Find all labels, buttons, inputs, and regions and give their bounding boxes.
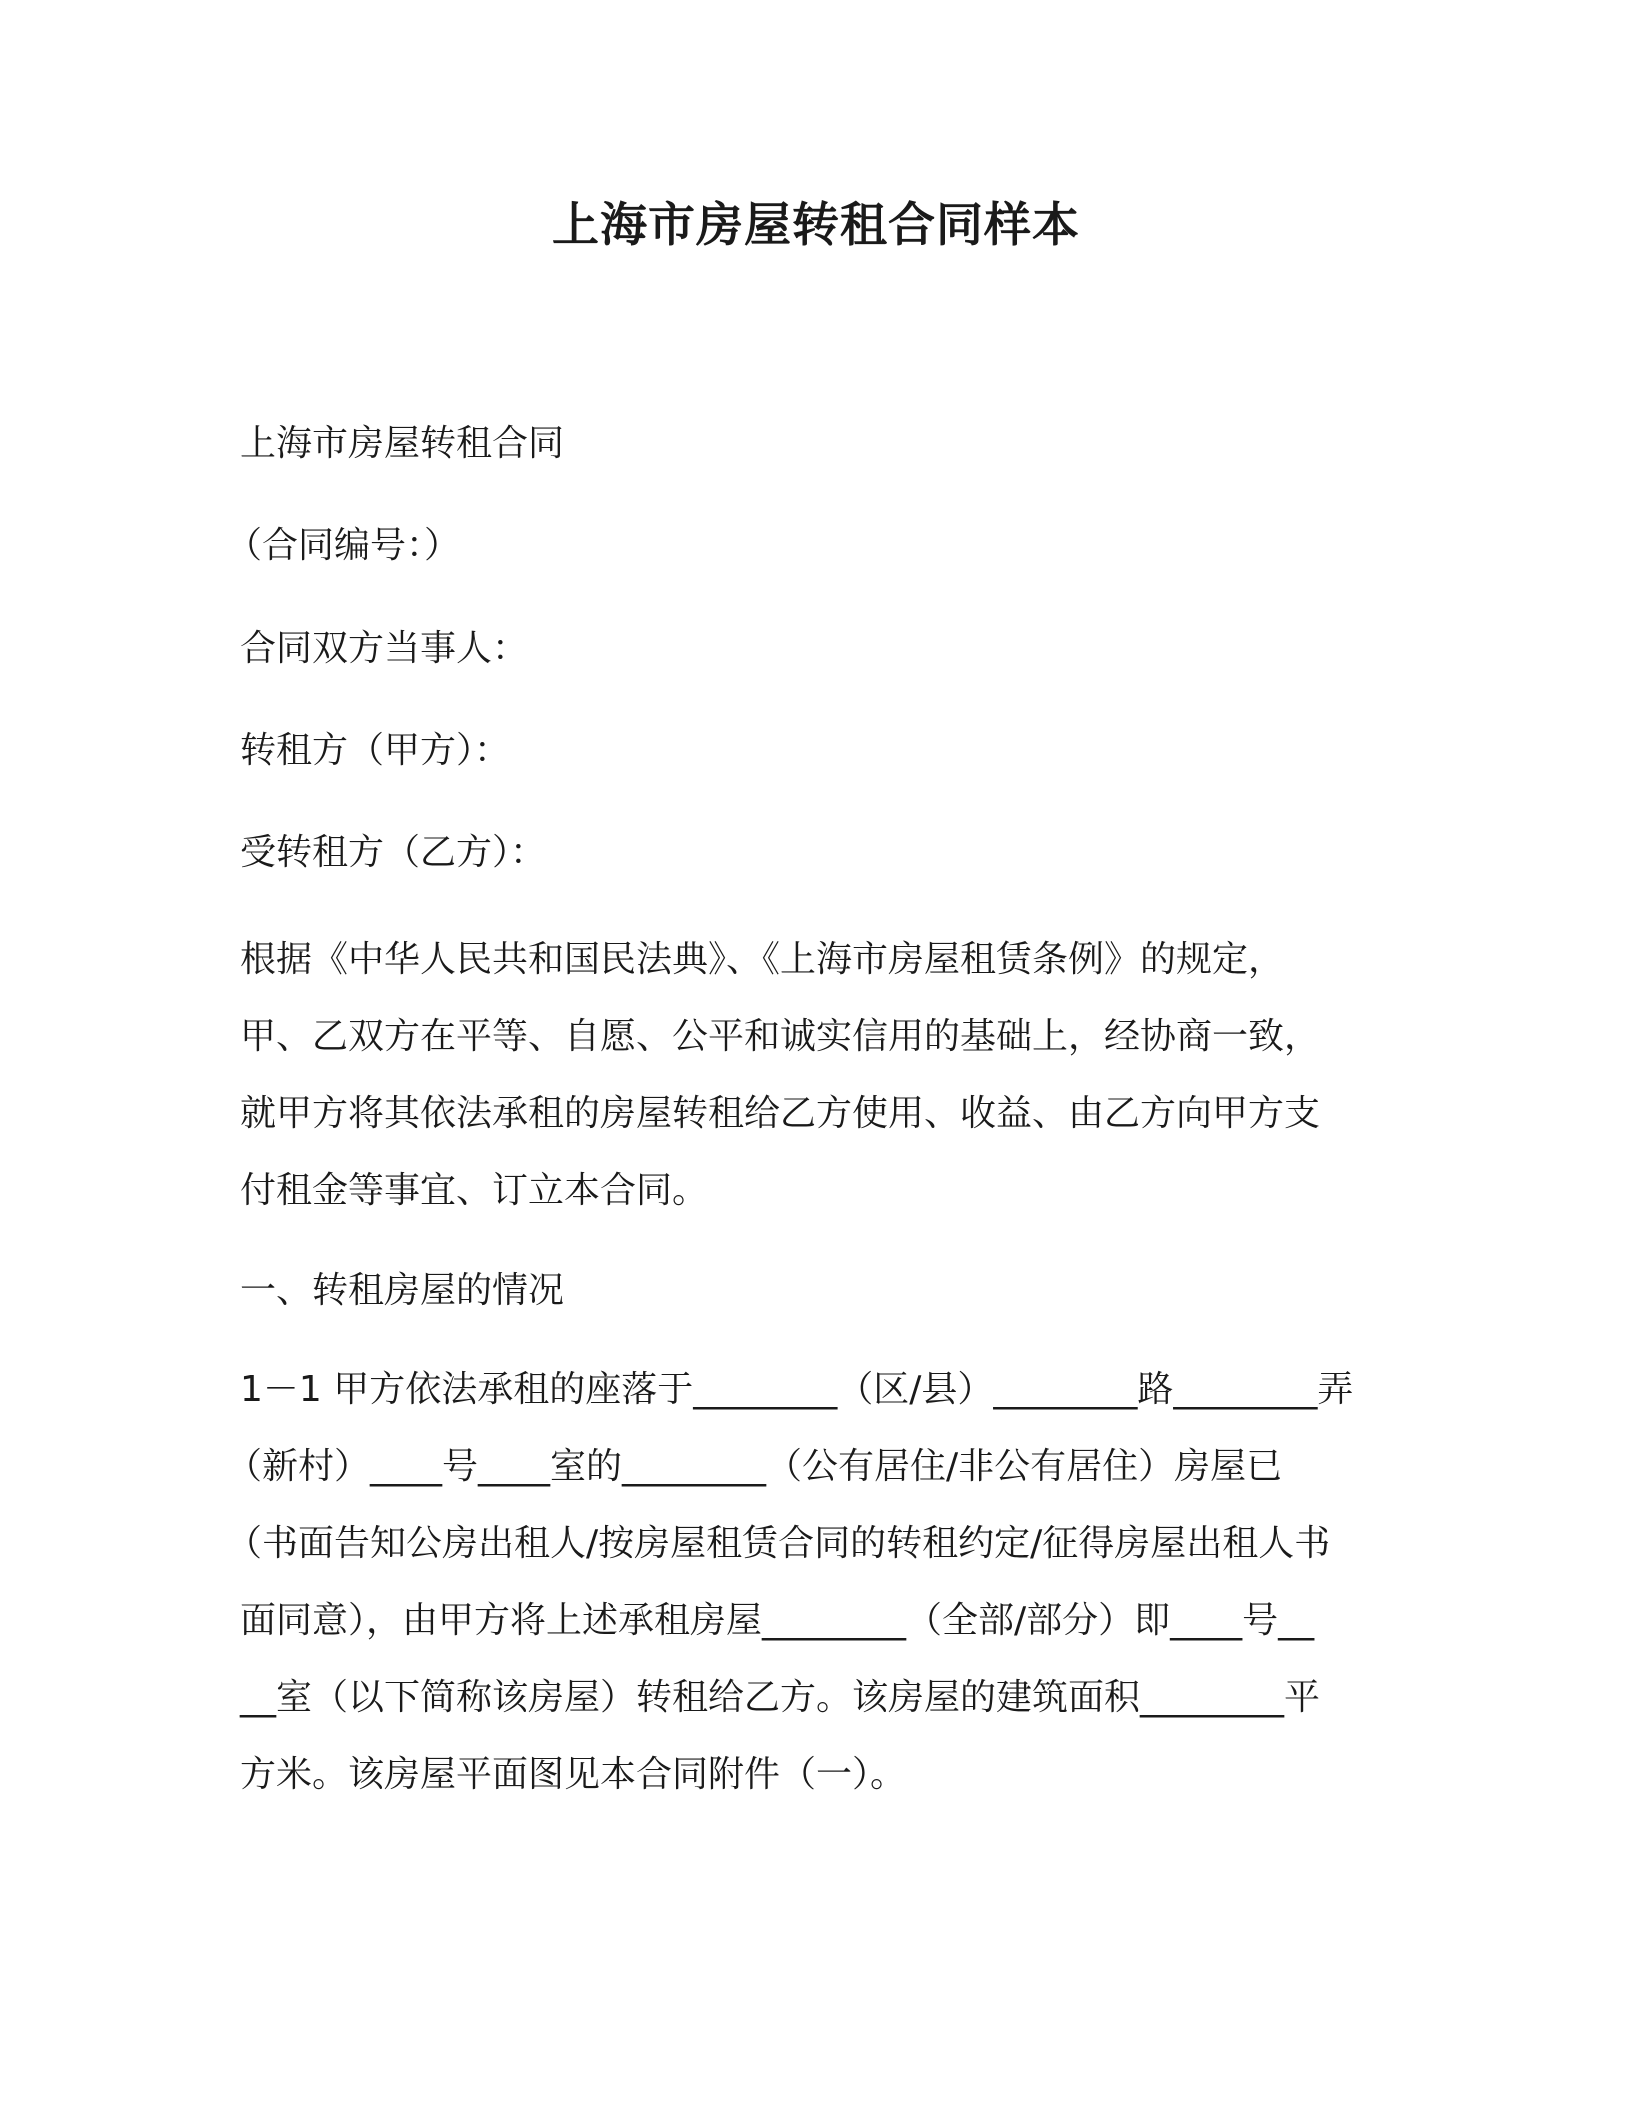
preamble-line: 就甲方将其依法承租的房屋转租给乙方使用、收益、由乙方向甲方支 xyxy=(240,1093,1321,1134)
section-1-heading: 一、转租房屋的情况 xyxy=(240,1270,565,1311)
party-a-label: 转租方（甲方）： xyxy=(240,730,511,771)
clause-1-1-paragraph xyxy=(226,1351,1390,1813)
contract-name: 上海市房屋转租合同 xyxy=(240,423,565,464)
preamble-line: 根据《中华人民共和国民法典》、《上海市房屋租赁条例》的规定， xyxy=(240,939,1285,980)
parties-heading: 合同双方当事人： xyxy=(240,628,529,669)
clause-line: 面同意），由甲方将上述承租房屋________（全部/部分）即____号__ xyxy=(240,1600,1315,1641)
clause-line: 1－1 甲方依法承租的座落于________（区/县）________路________弄 xyxy=(240,1369,1354,1410)
clause-line: 方米。该房屋平面图见本合同附件（一）。 xyxy=(240,1754,907,1795)
clause-line: （新村）____号____室的________（公有居住/非公有居住）房屋已 xyxy=(226,1446,1283,1487)
contract-number: （合同编号：） xyxy=(226,525,461,566)
preamble-line: 甲、乙双方在平等、自愿、公平和诚实信用的基础上，经协商一致， xyxy=(240,1016,1321,1057)
preamble-paragraph xyxy=(240,921,1390,1229)
document-title: 上海市房屋转租合同样本 xyxy=(552,198,1080,253)
clause-line: （书面告知公房出租人/按房屋租赁合同的转租约定/征得房屋出租人书 xyxy=(226,1523,1331,1564)
preamble-line: 付租金等事宜、订立本合同。 xyxy=(240,1170,709,1211)
party-b-label: 受转租方（乙方）： xyxy=(240,832,547,873)
clause-line: __室（以下简称该房屋）转租给乙方。该房屋的建筑面积________平 xyxy=(240,1677,1321,1718)
